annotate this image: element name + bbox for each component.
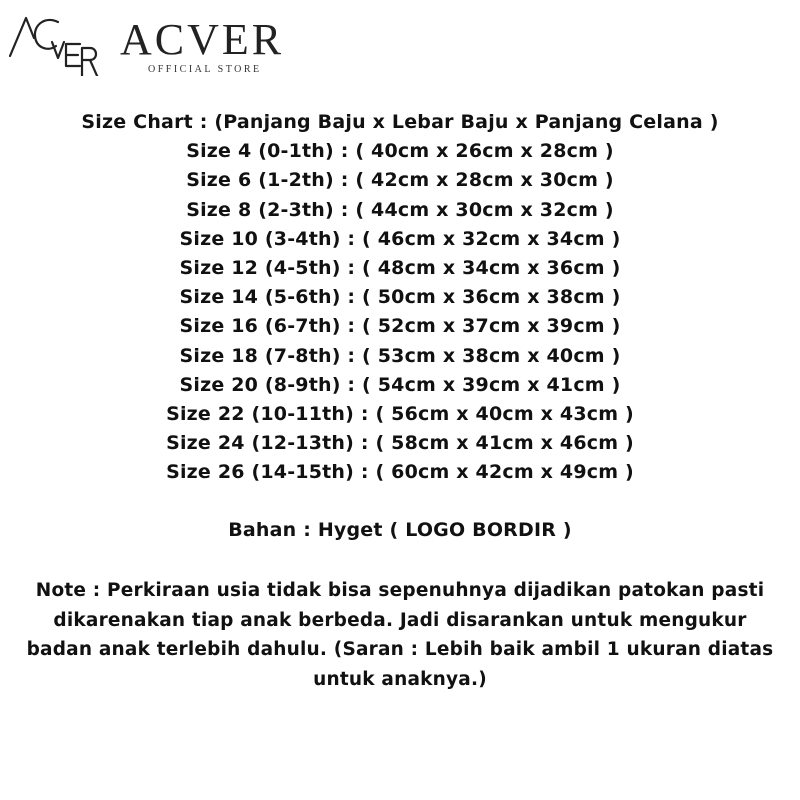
size-row: Size 12 (4-5th) : ( 48cm x 34cm x 36cm ): [179, 257, 621, 280]
size-row: Size 6 (1-2th) : ( 42cm x 28cm x 30cm ): [186, 169, 614, 192]
note-line: badan anak terlebih dahulu. (Saran : Lebih baik ambil 1 ukuran diatas: [26, 639, 774, 660]
size-row: Size 4 (0-1th) : ( 40cm x 26cm x 28cm ): [186, 140, 614, 163]
size-row: Size 8 (2-3th) : ( 44cm x 30cm x 32cm ): [186, 198, 614, 221]
size-row: Size 24 (12-13th) : ( 58cm x 41cm x 46cm ): [166, 432, 634, 455]
size-row: Size 22 (10-11th) : ( 56cm x 40cm x 43cm ): [166, 403, 634, 426]
size-row: Size 10 (3-4th) : ( 46cm x 32cm x 34cm ): [179, 227, 621, 250]
brand-logo: [8, 12, 328, 76]
size-row: Size 16 (6-7th) : ( 52cm x 37cm x 39cm ): [179, 315, 621, 338]
acver-monogram-icon: [8, 12, 108, 76]
size-row: Size 18 (7-8th) : ( 53cm x 38cm x 40cm ): [179, 344, 621, 367]
size-row: Size 20 (8-9th) : ( 54cm x 39cm x 41cm ): [179, 373, 621, 396]
note-line: untuk anaknya.): [313, 668, 487, 690]
size-row: Size 14 (5-6th) : ( 50cm x 36cm x 38cm ): [179, 286, 621, 309]
note-line: dikarenakan tiap anak berbeda. Jadi disarankan untuk mengukur: [53, 609, 747, 631]
size-row: Size 26 (14-15th) : ( 60cm x 42cm x 49cm ): [166, 461, 634, 484]
brand-name: ACVER: [120, 15, 285, 64]
material-text: Bahan : Hyget ( LOGO BORDIR ): [228, 519, 572, 541]
brand-tagline: OFFICIAL STORE: [148, 64, 262, 75]
size-chart-header: Size Chart : (Panjang Baju x Lebar Baju x Panjang Celana ): [81, 111, 719, 133]
size-chart: [0, 108, 800, 488]
note-paragraph: [0, 576, 800, 694]
note-line: Note : Perkiraan usia tidak bisa sepenuhnya dijadikan patokan pasti: [35, 580, 765, 601]
